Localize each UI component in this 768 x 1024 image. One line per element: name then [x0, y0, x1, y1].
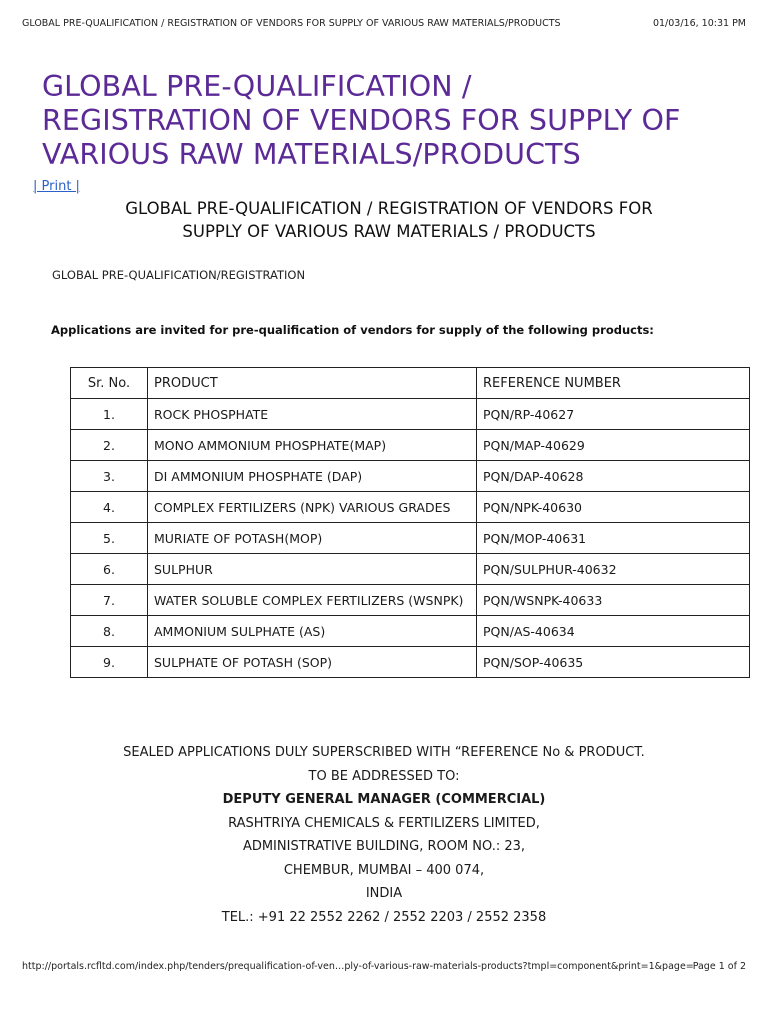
print-header [22, 18, 746, 32]
page-title [42, 70, 742, 172]
cell-sr-no: 7. [71, 585, 148, 616]
table-row [71, 461, 750, 492]
cell-product: MONO AMMONIUM PHOSPHATE(MAP) [148, 430, 477, 461]
address-instruction: SEALED APPLICATIONS DULY SUPERSCRIBED WITH “REFERENCE No & PRODUCT. [123, 745, 645, 760]
city-line: CHEMBUR, MUMBAI – 400 074, [283, 862, 485, 878]
table-row [71, 585, 750, 616]
footer-url: http://portals.rcfltd.com/index.php/tenders/prequalification-of-ven…ply-of-various-raw-materials-products?tmpl=component&print=1&page= [22, 961, 694, 972]
address-block [0, 741, 768, 929]
cell-product: WATER SOLUBLE COMPLEX FERTILIZERS (WSNPK) [148, 585, 477, 616]
column-header-sr-no: Sr. No. [71, 368, 148, 399]
footer-page-number: Page 1 of 2 [692, 961, 746, 972]
table-row [71, 492, 750, 523]
cell-sr-no: 2. [71, 430, 148, 461]
cell-product: MURIATE OF POTASH(MOP) [148, 523, 477, 554]
intro-text: Applications are invited for pre-qualification of vendors for supply of the following products: [51, 323, 654, 337]
products-table [70, 367, 750, 678]
table-row [71, 523, 750, 554]
cell-reference: PQN/NPK-40630 [477, 492, 750, 523]
table-row [71, 616, 750, 647]
address-to-label: TO BE ADDRESSED TO: [308, 768, 460, 784]
cell-sr-no: 1. [71, 399, 148, 430]
cell-product: AMMONIUM SULPHATE (AS) [148, 616, 477, 647]
cell-product: COMPLEX FERTILIZERS (NPK) VARIOUS GRADES [148, 492, 477, 523]
cell-product: ROCK PHOSPHATE [148, 399, 477, 430]
cell-reference: PQN/MAP-40629 [477, 430, 750, 461]
cell-sr-no: 4. [71, 492, 148, 523]
telephone-line: TEL.: +91 22 2552 2262 / 2552 2203 / 2552 2358 [221, 909, 547, 925]
page-title-line: GLOBAL PRE-QUALIFICATION / [42, 70, 472, 103]
cell-sr-no: 6. [71, 554, 148, 585]
subtitle [30, 197, 748, 243]
company-name: RASHTRIYA CHEMICALS & FERTILIZERS LIMITED, [228, 815, 540, 831]
building-line: ADMINISTRATIVE BUILDING, ROOM NO.: 23, [242, 839, 526, 854]
table-row [71, 399, 750, 430]
cell-reference: PQN/AS-40634 [477, 616, 750, 647]
cell-reference: PQN/RP-40627 [477, 399, 750, 430]
cell-reference: PQN/SOP-40635 [477, 647, 750, 678]
subtitle-line: GLOBAL PRE-QUALIFICATION / REGISTRATION OF VENDORS FOR [125, 199, 653, 218]
cell-product: DI AMMONIUM PHOSPHATE (DAP) [148, 461, 477, 492]
cell-sr-no: 9. [71, 647, 148, 678]
table-row [71, 554, 750, 585]
cell-product: SULPHATE OF POTASH (SOP) [148, 647, 477, 678]
column-header-reference: REFERENCE NUMBER [477, 368, 750, 399]
column-header-product: PRODUCT [148, 368, 477, 399]
cell-sr-no: 5. [71, 523, 148, 554]
table-row [71, 430, 750, 461]
cell-reference: PQN/DAP-40628 [477, 461, 750, 492]
addressee: DEPUTY GENERAL MANAGER (COMMERCIAL) [222, 792, 546, 807]
cell-reference: PQN/SULPHUR-40632 [477, 554, 750, 585]
cell-reference: PQN/MOP-40631 [477, 523, 750, 554]
table-header-row [71, 368, 750, 399]
print-footer [22, 961, 746, 975]
country-line: INDIA [365, 886, 403, 901]
section-label: GLOBAL PRE-QUALIFICATION/REGISTRATION [52, 268, 306, 282]
print-header-title: GLOBAL PRE-QUALIFICATION / REGISTRATION OF VENDORS FOR SUPPLY OF VARIOUS RAW MATERIALS/PRODUCTS [22, 18, 561, 29]
table-row [71, 647, 750, 678]
subtitle-line: SUPPLY OF VARIOUS RAW MATERIALS / PRODUCTS [182, 222, 596, 241]
page-title-line: REGISTRATION OF VENDORS FOR SUPPLY OF [42, 104, 681, 137]
cell-reference: PQN/WSNPK-40633 [477, 585, 750, 616]
cell-sr-no: 8. [71, 616, 148, 647]
print-header-datetime: 01/03/16, 10:31 PM [652, 18, 746, 29]
page-title-line: VARIOUS RAW MATERIALS/PRODUCTS [42, 138, 581, 171]
cell-sr-no: 3. [71, 461, 148, 492]
cell-product: SULPHUR [148, 554, 477, 585]
print-link[interactable]: | Print | [33, 179, 80, 194]
